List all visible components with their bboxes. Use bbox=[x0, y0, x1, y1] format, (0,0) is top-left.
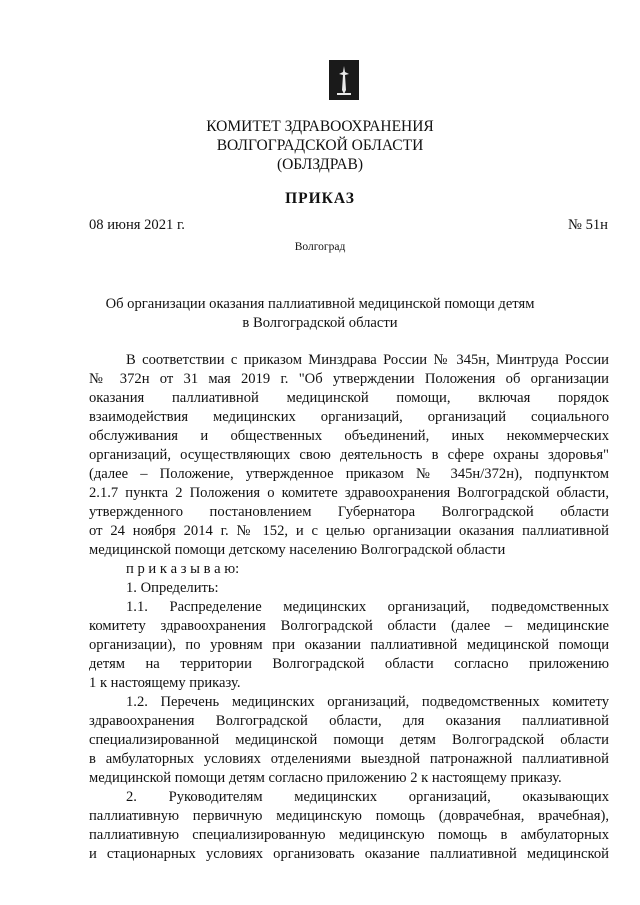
org-name-line2: ВОЛГОГРАДСКОЙ ОБЛАСТИ bbox=[216, 137, 424, 154]
body-line: здравоохранения Волгоградской области, для оказания паллиативной bbox=[89, 713, 609, 729]
body-line: (далее – Положение, утвержденное приказом № 345н/372н), подпунктом bbox=[89, 466, 609, 482]
document-city: Волгоград bbox=[294, 241, 346, 253]
subject-line2: в Волгоградской области bbox=[242, 315, 398, 331]
subject-line1: Об организации оказания паллиативной медицинской помощи детям bbox=[105, 296, 535, 312]
body-line: 2.1.7 пункта 2 Положения о комитете здравоохранения Волгоградской области, bbox=[89, 485, 609, 501]
org-name-line1: КОМИТЕТ ЗДРАВООХРАНЕНИЯ bbox=[206, 118, 434, 135]
body-line: организации), по уровням при оказании паллиативной медицинской помощи bbox=[89, 637, 609, 653]
body-line: паллиативную первичную медицинскую помощь (доврачебная, врачебная), bbox=[89, 808, 609, 824]
body-line: 1 к настоящему приказу. bbox=[89, 675, 241, 691]
body-line: оказания паллиативной медицинской помощи, включая порядок bbox=[89, 390, 609, 406]
body-line: 1.2. Перечень медицинских организаций, подведомственных комитету bbox=[126, 694, 609, 710]
body-line: паллиативную специализированную медицинскую помощь в амбулаторных bbox=[89, 827, 609, 843]
body-line: детям на территории Волгоградской области согласно приложению bbox=[89, 656, 609, 672]
body-line: № 372н от 31 мая 2019 г. "Об утверждении Положения об организации bbox=[89, 371, 609, 387]
document-date: 08 июня 2021 г. bbox=[89, 217, 185, 233]
body-line: 1.1. Распределение медицинских организаций, подведомственных bbox=[126, 599, 609, 615]
body-line: медицинской помощи детям согласно приложению 2 к настоящему приказу. bbox=[89, 770, 562, 786]
emblem-icon bbox=[329, 60, 359, 100]
document-type: ПРИКАЗ bbox=[285, 190, 355, 207]
body-line: п р и к а з ы в а ю: bbox=[126, 561, 240, 577]
body-line: специализированной медицинской помощи детям Волгоградской области bbox=[89, 732, 609, 748]
body-line: В соответствии с приказом Минздрава России № 345н, Минтруда России bbox=[126, 352, 609, 368]
body-line: от 24 ноября 2014 г. № 152, и с целью организации оказания паллиативной bbox=[89, 523, 609, 539]
body-line: взаимодействия медицинских организаций, организаций социального bbox=[89, 409, 609, 425]
body-line: организаций, осуществляющих свою деятельность в сфере охраны здоровья" bbox=[89, 447, 609, 463]
body-line: комитету здравоохранения Волгоградской области (далее – медицинские bbox=[89, 618, 609, 634]
body-line: в амбулаторных условиях отделениями выездной патронажной паллиативной bbox=[89, 751, 609, 767]
body-line: 1. Определить: bbox=[126, 580, 219, 596]
body-line: медицинской помощи детскому населению Волгоградской области bbox=[89, 542, 506, 558]
body-line: утвержденного постановлением Губернатора Волгоградской области bbox=[89, 504, 609, 520]
body-line: обслуживания и общественных объединений, иных некоммерческих bbox=[89, 428, 609, 444]
body-line: 2. Руководителям медицинских организаций, оказывающих bbox=[126, 789, 609, 805]
body-line: и стационарных условиях организовать оказание паллиативной медицинской bbox=[89, 846, 609, 862]
document-number: № 51н bbox=[568, 217, 608, 233]
org-name-line3: (ОБЛЗДРАВ) bbox=[276, 156, 364, 173]
